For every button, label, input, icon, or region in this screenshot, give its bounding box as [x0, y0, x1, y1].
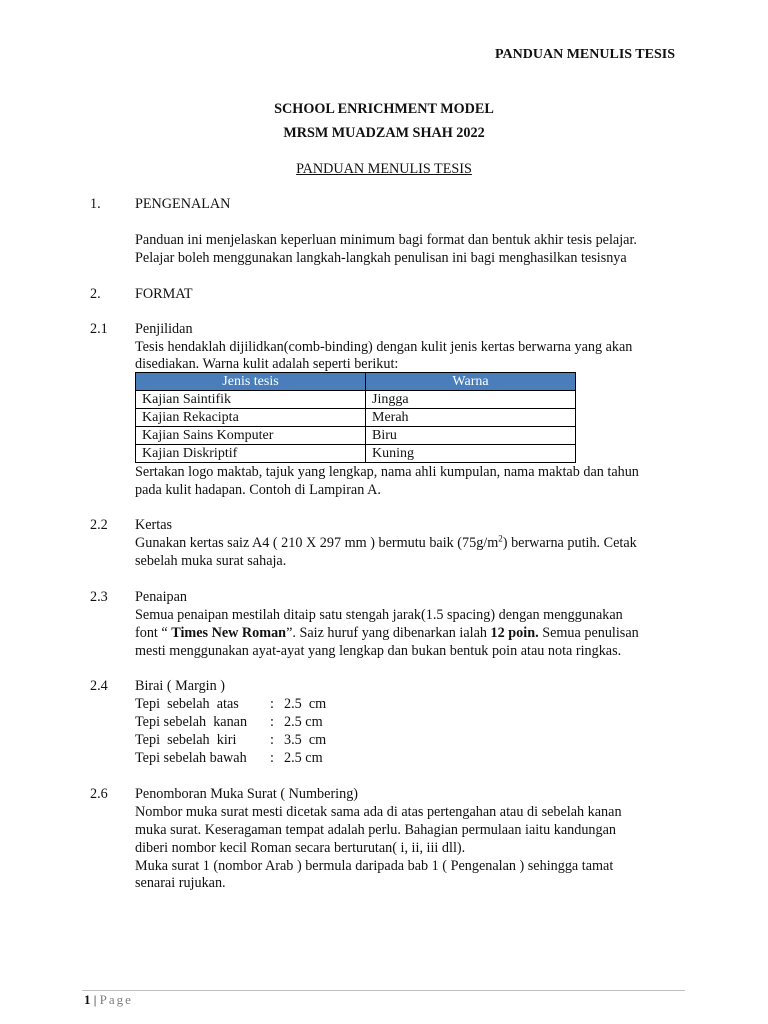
section-2-3-number: 2.3: [90, 589, 108, 605]
section-2-3-line-3: mesti menggunakan ayat-ayat yang lengkap dan bukan bentuk poin atau nota ringkas.: [135, 643, 622, 659]
margin-label: Tepi sebelah kanan: [135, 714, 248, 730]
table-cell: Kajian Rekacipta: [136, 409, 366, 427]
section-2-2-number: 2.2: [90, 517, 108, 533]
text-run: font “: [135, 625, 172, 641]
table-header-cell: Warna: [366, 373, 576, 391]
page-footer: [84, 991, 133, 1009]
margin-value: 2.5 cm: [284, 714, 323, 730]
margin-label: Tepi sebelah atas: [135, 696, 239, 712]
footer-divider: [82, 990, 685, 991]
section-1-para-line-2: Pelajar boleh menggunakan langkah-langkah penulisan ini bagi menghasilkan tesisnya: [135, 250, 627, 266]
running-header: PANDUAN MENULIS TESIS: [495, 47, 675, 62]
section-2-6-number: 2.6: [90, 786, 108, 802]
table-cell: Jingga: [366, 391, 576, 409]
table-row: [136, 391, 576, 409]
section-2-2-heading: Kertas: [135, 517, 173, 533]
font-name-bold: Times New Roman: [171, 625, 287, 641]
section-2-3-line-2: [135, 624, 680, 642]
section-1-para-line-1: Panduan ini menjelaskan keperluan minimum bagi format dan bentuk akhir tesis pelajar.: [135, 232, 637, 248]
page-number: 1: [84, 992, 91, 1007]
section-2-6-line-3: diberi nombor kecil Roman secara berturutan( i, ii, iii dll).: [135, 840, 466, 856]
text-run: Gunakan kertas saiz A4 ( 210 X 297 mm ) bermutu baik (75g/m: [135, 535, 499, 551]
font-size-bold: 12 poin.: [490, 625, 539, 641]
section-1-number: 1.: [90, 196, 101, 212]
section-2-6-line-2: muka surat. Keseragaman tempat adalah perlu. Bahagian permulaan iaitu kandungan: [135, 822, 617, 838]
margin-label: Tepi sebelah kiri: [135, 732, 237, 748]
page-label: Page: [99, 992, 133, 1007]
section-2-6-heading: Penomboran Muka Surat ( Numbering): [135, 786, 359, 802]
section-2-6-line-5: senarai rujukan.: [135, 875, 226, 891]
section-2-3-heading: Penaipan: [135, 589, 188, 605]
section-2-1-number: 2.1: [90, 321, 108, 337]
margin-sep: :: [270, 696, 274, 712]
margin-row-right: [135, 713, 680, 731]
text-run: Semua penulisan: [538, 625, 639, 641]
section-2-1-line-1: Tesis hendaklah dijilidkan(comb-binding) dengan kulit jenis kertas berwarna yang akan: [135, 339, 633, 355]
section-2-1-line-2: disediakan. Warna kulit adalah seperti berikut:: [135, 356, 399, 372]
section-2-4-number: 2.4: [90, 678, 108, 694]
section-2-1-after-line-2: pada kulit hadapan. Contoh di Lampiran A.: [135, 482, 381, 498]
table-header-row: [136, 373, 576, 391]
table-cell: Kajian Sains Komputer: [136, 427, 366, 445]
margin-sep: :: [270, 714, 274, 730]
table-cell: Kuning: [366, 445, 576, 463]
table-row: [136, 445, 576, 463]
thesis-color-table: [135, 372, 576, 463]
section-2-4-heading: Birai ( Margin ): [135, 678, 225, 694]
table-cell: Kajian Diskriptif: [136, 445, 366, 463]
margin-row-left: [135, 731, 680, 749]
title-line-2: MRSM MUADZAM SHAH 2022: [283, 125, 485, 141]
section-2-2-line-2: sebelah muka surat sahaja.: [135, 553, 287, 569]
section-1-heading: PENGENALAN: [135, 196, 231, 212]
section-2-3-line-1: Semua penaipan mestilah ditaip satu stengah jarak(1.5 spacing) dengan menggunakan: [135, 607, 623, 623]
footer-separator: |: [93, 992, 97, 1007]
margin-value: 2.5 cm: [284, 750, 323, 766]
margin-sep: :: [270, 732, 274, 748]
margin-value: 2.5 cm: [284, 696, 327, 712]
margin-row-top: [135, 695, 680, 713]
margin-list: [135, 695, 680, 767]
section-2-number: 2.: [90, 286, 101, 302]
table-cell: Kajian Saintifik: [136, 391, 366, 409]
document-subtitle: PANDUAN MENULIS TESIS: [296, 161, 472, 177]
text-run: ) berwarna putih. Cetak: [502, 535, 637, 551]
margin-label: Tepi sebelah bawah: [135, 750, 247, 766]
section-2-heading: FORMAT: [135, 286, 193, 302]
table-cell: Merah: [366, 409, 576, 427]
section-2-1-heading: Penjilidan: [135, 321, 193, 337]
title-line-1: SCHOOL ENRICHMENT MODEL: [274, 101, 494, 117]
section-2-2-line-1: [135, 534, 680, 552]
section-2-6-line-1: Nombor muka surat mesti dicetak sama ada di atas pertengahan atau di sebelah kanan: [135, 804, 622, 820]
text-run: ”. Saiz huruf yang dibenarkan ialah: [286, 625, 491, 641]
table-cell: Biru: [366, 427, 576, 445]
table-header-cell: Jenis tesis: [136, 373, 366, 391]
margin-sep: :: [270, 750, 274, 766]
table-row: [136, 427, 576, 445]
table-row: [136, 409, 576, 427]
superscript: 2: [498, 533, 503, 544]
margin-value: 3.5 cm: [284, 732, 327, 748]
section-2-6-line-4: Muka surat 1 (nombor Arab ) bermula daripada bab 1 ( Pengenalan ) sehingga tamat: [135, 858, 614, 874]
section-2-1-after-line-1: Sertakan logo maktab, tajuk yang lengkap, nama ahli kumpulan, nama maktab dan tahun: [135, 464, 639, 480]
margin-row-bottom: [135, 749, 680, 767]
